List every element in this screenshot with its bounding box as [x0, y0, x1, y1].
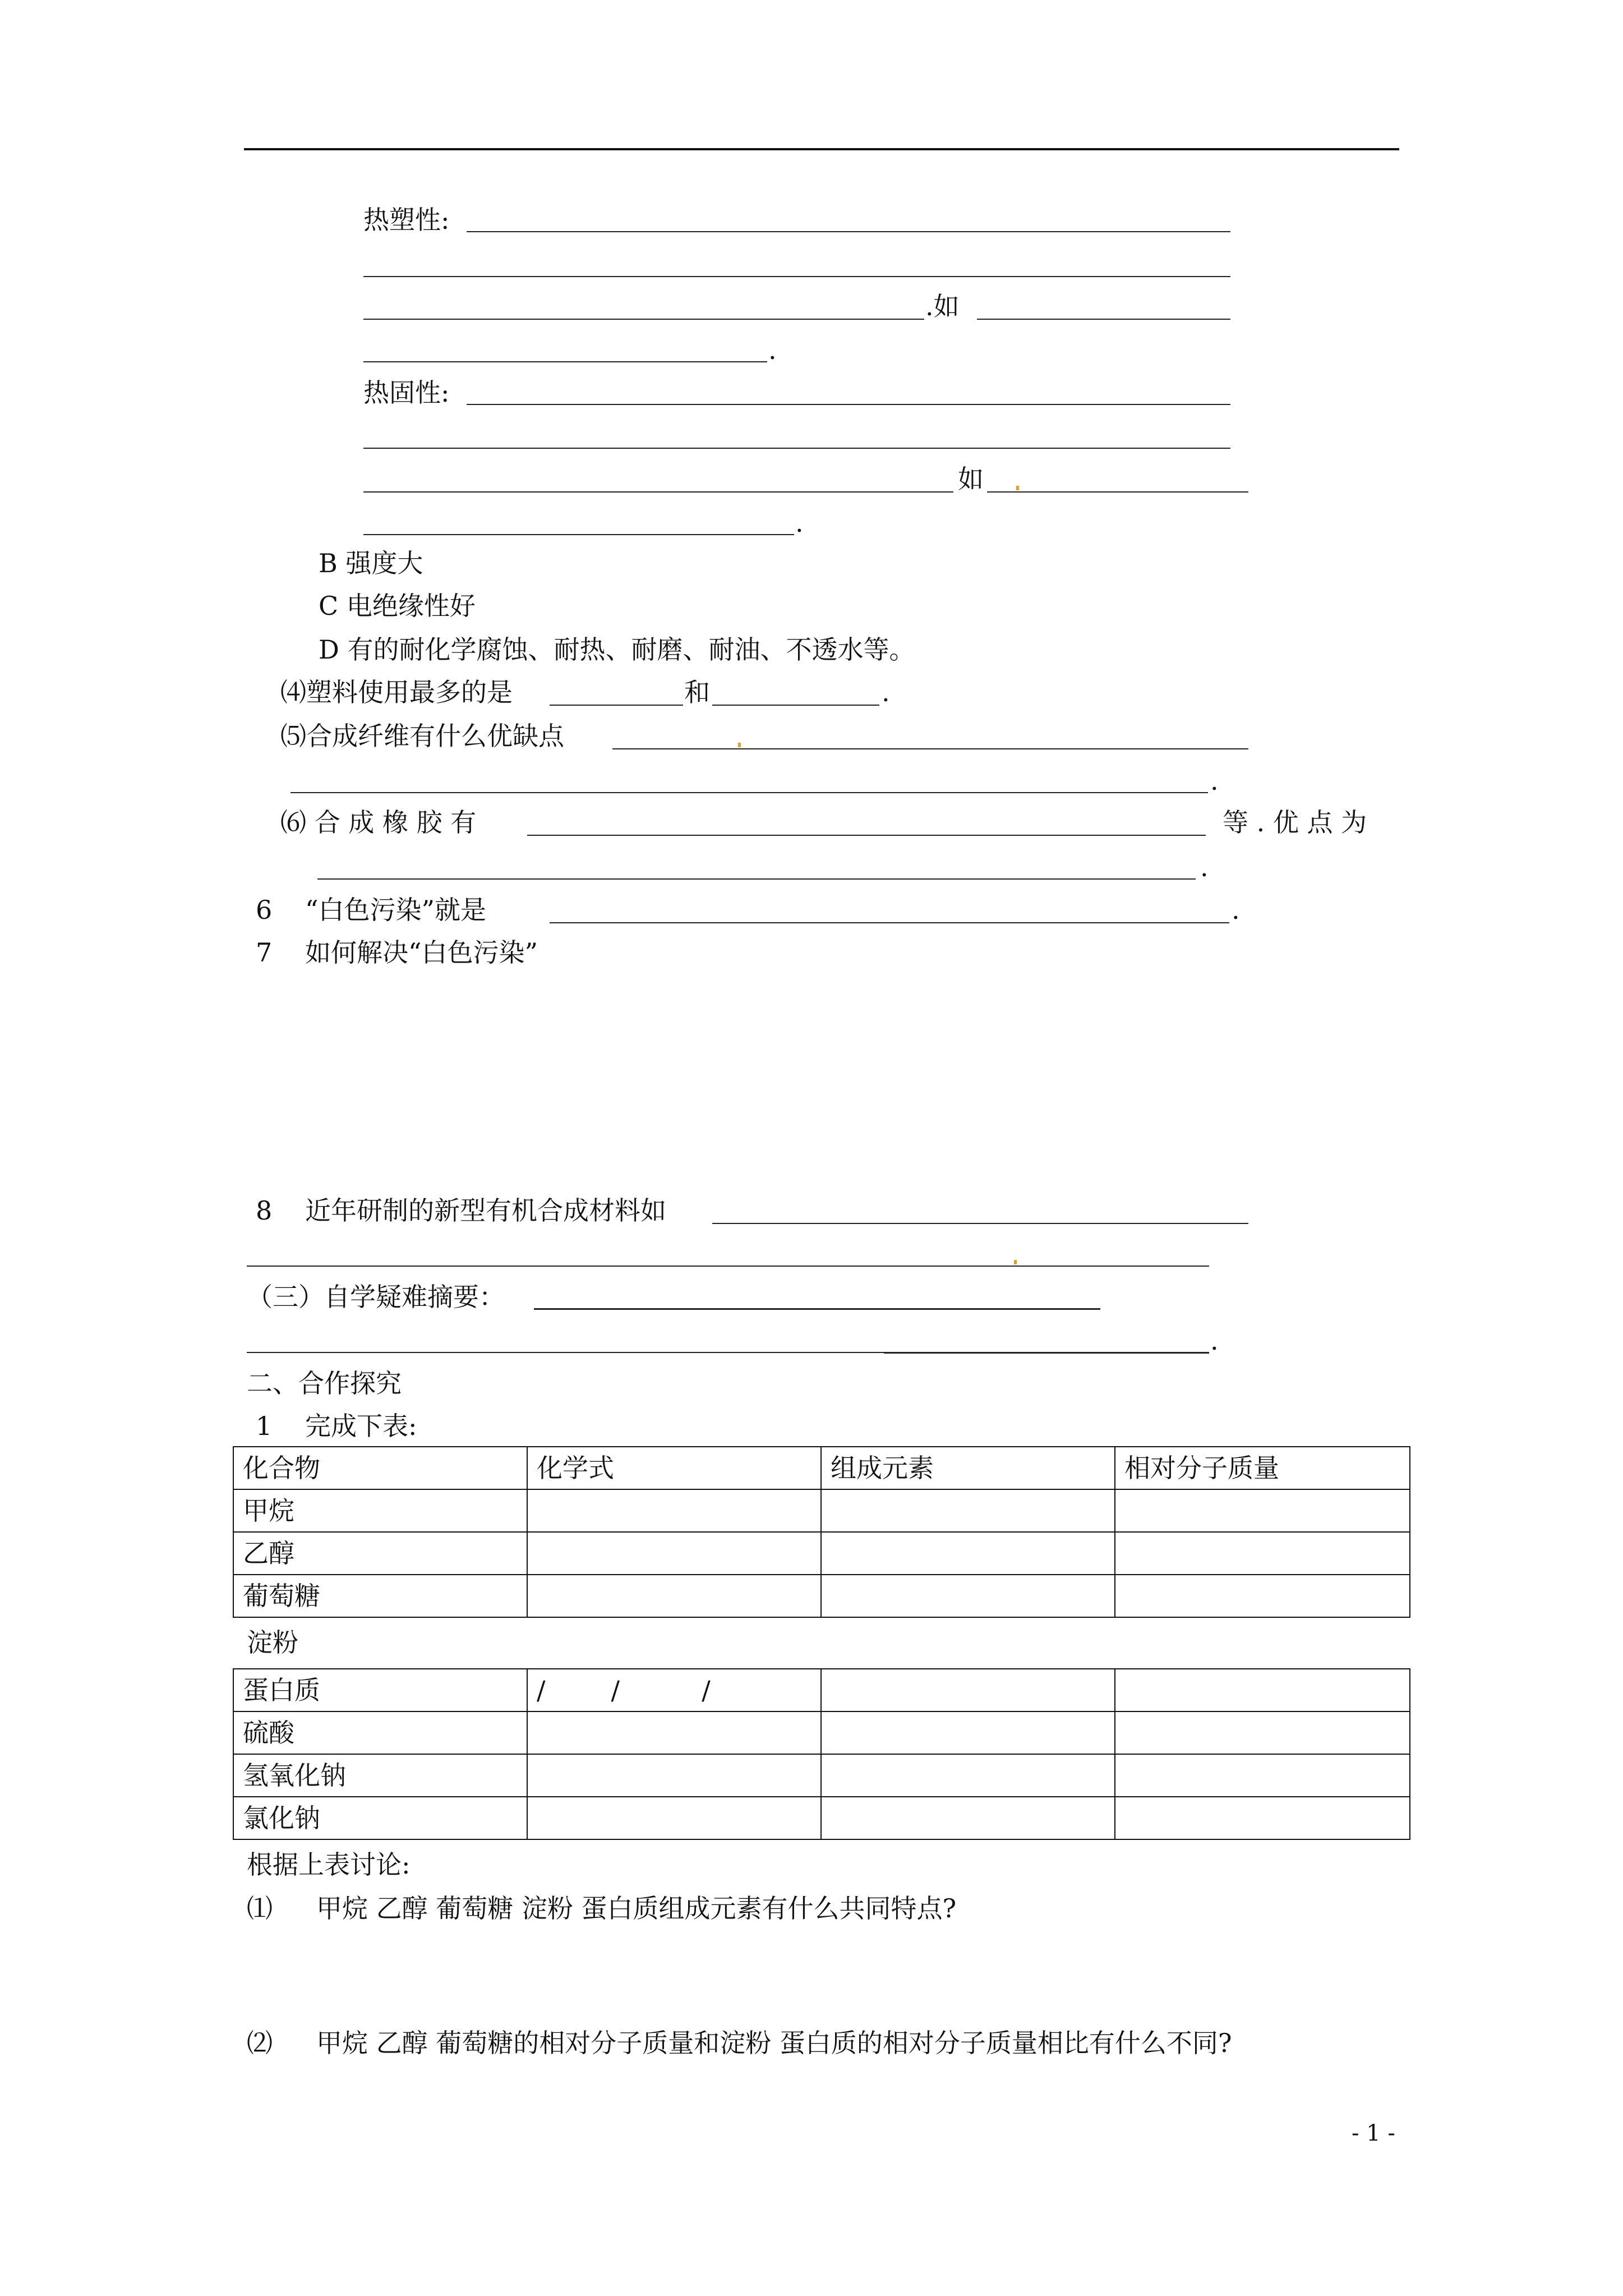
thermoplastic-example-label: .如 [925, 291, 960, 321]
doubts-label: （三）自学疑难摘要： [247, 1282, 505, 1312]
stray-mark [1016, 486, 1019, 490]
thermoplastic-blank-4[interactable] [363, 361, 767, 362]
formula-cell[interactable] [527, 1754, 821, 1797]
table-header-row [233, 1447, 1410, 1489]
molar-mass-cell[interactable] [1115, 1797, 1410, 1839]
q4-mid: 和 [684, 677, 710, 707]
thermoplastic-blank-2[interactable] [363, 276, 1230, 277]
doubts-blank-1[interactable] [534, 1308, 1100, 1310]
discuss-heading: 根据上表讨论: [247, 1849, 411, 1880]
elements-cell[interactable] [821, 1669, 1115, 1711]
compound-name: 甲烷 [233, 1489, 527, 1532]
thermoplastic-label: 热塑性: [363, 205, 450, 235]
table-row [233, 1797, 1410, 1839]
q6-mid: 等 . 优 点 为 [1223, 807, 1367, 838]
d1-number: ⑴ [247, 1893, 273, 1924]
header-rule [244, 148, 1399, 150]
molar-mass-cell[interactable] [1115, 1575, 1410, 1617]
item8-text: 近年研制的新型有机合成材料如 [305, 1195, 666, 1226]
prop-c: C 电绝缘性好 [319, 591, 476, 621]
table-row [233, 1489, 1410, 1532]
compound-name: 硫酸 [233, 1711, 527, 1754]
compound-name: 乙醇 [233, 1532, 527, 1575]
q4-blank-1[interactable] [550, 705, 683, 706]
formula-cell: / / / [527, 1669, 821, 1711]
compound-name: 氯化钠 [233, 1797, 527, 1839]
item6-blank[interactable] [550, 922, 1229, 923]
d2-number: ⑵ [247, 2028, 273, 2058]
header-elements: 组成元素 [821, 1447, 1115, 1489]
prop-d: D 有的耐化学腐蚀、耐热、耐磨、耐油、不透水等。 [319, 634, 915, 665]
table-row [233, 1575, 1410, 1617]
item7-number: 7 [256, 937, 273, 968]
header-formula: 化学式 [527, 1447, 821, 1489]
compound-name: 葡萄糖 [233, 1575, 527, 1617]
thermoset-blank-4[interactable] [363, 534, 794, 535]
thermoplastic-end: . [768, 335, 777, 365]
q6-prefix: ⑹ 合 成 橡 胶 有 [280, 807, 477, 838]
formula-cell[interactable] [527, 1532, 821, 1575]
header-compound: 化合物 [233, 1447, 527, 1489]
q6-blank-1[interactable] [527, 835, 1206, 836]
section2-heading: 二、合作探究 [247, 1368, 402, 1398]
q5-blank-1[interactable] [612, 748, 1248, 749]
elements-cell[interactable] [821, 1754, 1115, 1797]
molar-mass-cell[interactable] [1115, 1669, 1410, 1711]
thermoset-blank-1[interactable] [467, 404, 1230, 405]
thermoset-label: 热固性: [363, 378, 450, 408]
thermoset-blank-2[interactable] [363, 448, 1230, 449]
stray-mark [738, 743, 741, 747]
q6-blank-2[interactable] [317, 878, 1196, 880]
molar-mass-cell[interactable] [1115, 1754, 1410, 1797]
compound-table-a [233, 1446, 1410, 1618]
table-row [233, 1711, 1410, 1754]
elements-cell[interactable] [821, 1532, 1115, 1575]
table-row [233, 1532, 1410, 1575]
molar-mass-cell[interactable] [1115, 1711, 1410, 1754]
stray-mark [1014, 1260, 1017, 1264]
formula-cell[interactable] [527, 1489, 821, 1532]
q5-blank-2[interactable] [291, 792, 1208, 793]
item8-blank-2[interactable] [247, 1266, 1209, 1267]
task1-text: 完成下表: [305, 1411, 417, 1441]
doubts-blank-3[interactable] [884, 1352, 1209, 1354]
item7-text: 如何解决“白色污染” [305, 937, 538, 968]
prop-b: B 强度大 [319, 548, 423, 578]
compound-name: 氢氧化钠 [233, 1754, 527, 1797]
elements-cell[interactable] [821, 1797, 1115, 1839]
starch-label: 淀粉 [247, 1627, 298, 1658]
doubts-end: . [1210, 1326, 1219, 1356]
item6-number: 6 [256, 895, 273, 925]
d1-text: 甲烷 乙醇 葡萄糖 淀粉 蛋白质组成元素有什么共同特点? [316, 1893, 957, 1924]
item8-blank-1[interactable] [712, 1223, 1248, 1224]
q5-end: . [1210, 766, 1219, 796]
task1-number: 1 [256, 1411, 273, 1441]
elements-cell[interactable] [821, 1575, 1115, 1617]
thermoset-blank-3[interactable] [363, 491, 953, 493]
thermoset-end: . [795, 508, 804, 538]
thermoplastic-example-blank[interactable] [977, 319, 1230, 320]
formula-cell[interactable] [527, 1797, 821, 1839]
item6-text: “白色污染”就是 [305, 895, 487, 925]
d2-text: 甲烷 乙醇 葡萄糖的相对分子质量和淀粉 蛋白质的相对分子质量相比有什么不同? [316, 2028, 1232, 2058]
formula-cell[interactable] [527, 1711, 821, 1754]
elements-cell[interactable] [821, 1489, 1115, 1532]
compound-name: 蛋白质 [233, 1669, 527, 1711]
q4-blank-2[interactable] [712, 705, 879, 706]
q6-end: . [1200, 852, 1209, 882]
thermoplastic-blank-3[interactable] [363, 319, 924, 320]
item6-end: . [1232, 895, 1240, 925]
elements-cell[interactable] [821, 1711, 1115, 1754]
table-row [233, 1669, 1410, 1711]
table-row [233, 1754, 1410, 1797]
thermoplastic-blank-1[interactable] [467, 231, 1230, 232]
compound-table-b [233, 1668, 1410, 1840]
thermoset-example-blank[interactable] [987, 491, 1248, 493]
thermoset-example-label: 如 [958, 464, 984, 494]
header-molar-mass: 相对分子质量 [1115, 1447, 1410, 1489]
q4-prefix: ⑷塑料使用最多的是 [280, 677, 513, 707]
formula-cell[interactable] [527, 1575, 821, 1617]
q4-end: . [882, 677, 890, 707]
item8-number: 8 [256, 1195, 273, 1226]
molar-mass-cell[interactable] [1115, 1489, 1410, 1532]
q5-prefix: ⑸合成纤维有什么优缺点 [280, 721, 564, 751]
molar-mass-cell[interactable] [1115, 1532, 1410, 1575]
doubts-blank-2[interactable] [247, 1352, 884, 1353]
page-number: - 1 - [1352, 2120, 1395, 2146]
